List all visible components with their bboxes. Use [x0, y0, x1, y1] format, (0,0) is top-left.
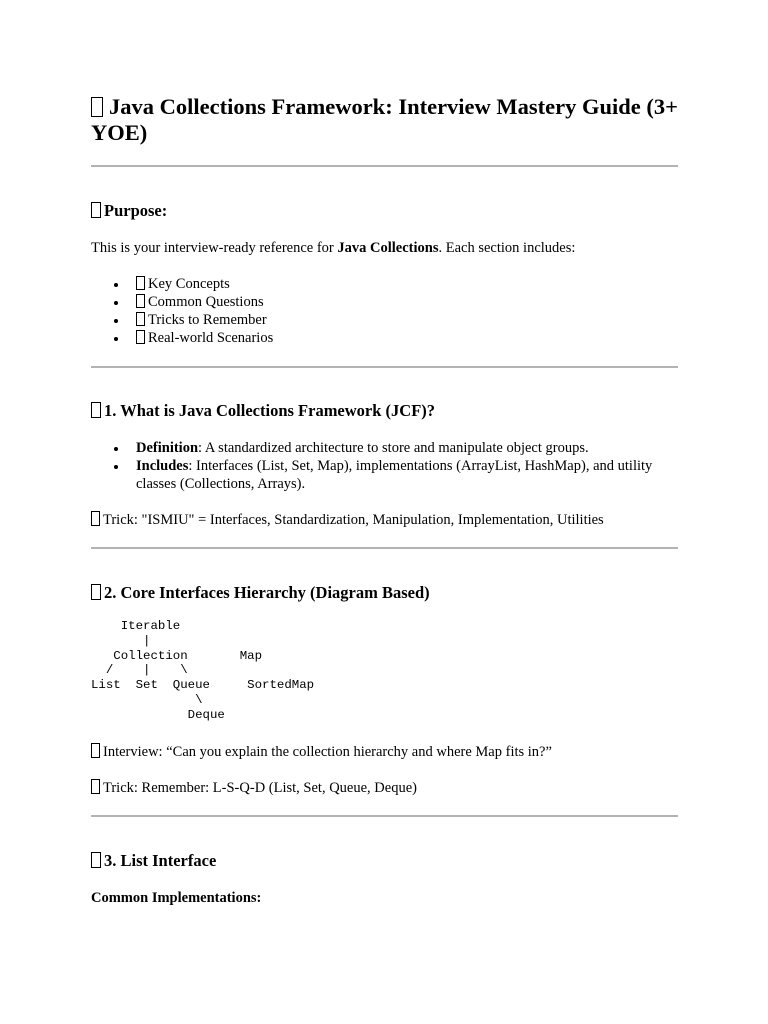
- purpose-list: [91, 275, 678, 347]
- section-2-heading: 2. Core Interfaces Hierarchy (Diagram Based): [91, 583, 430, 603]
- section-2-trick: Trick: Remember: L-S-Q-D (List, Set, Queue, Deque): [91, 779, 678, 797]
- list-item: Includes: Interfaces (List, Set, Map), implementations (ArrayList, HashMap), and utility classes (Collections, Arrays).: [91, 457, 678, 493]
- missing-glyph-icon: [136, 330, 145, 344]
- missing-glyph-icon: [91, 584, 101, 600]
- section-3-subheading: Common Implementations:: [91, 890, 262, 906]
- missing-glyph-icon: [91, 511, 100, 526]
- section-1-trick: Trick: "ISMIU" = Interfaces, Standardization, Manipulation, Implementation, Utilities: [91, 511, 678, 529]
- missing-glyph-icon: [136, 312, 145, 326]
- list-item: Tricks to Remember: [91, 311, 678, 329]
- divider: [91, 547, 678, 549]
- missing-glyph-icon: [91, 97, 103, 117]
- section-1-list: [91, 439, 678, 493]
- divider: [91, 815, 678, 817]
- document-title: [91, 94, 678, 146]
- hierarchy-diagram: Iterable | Collection Map / | \ List Set Queue SortedMap \ Deque: [91, 619, 315, 722]
- divider: [91, 366, 678, 368]
- missing-glyph-icon: [136, 276, 145, 290]
- missing-glyph-icon: [91, 402, 101, 418]
- purpose-intro: This is your interview-ready reference for Java Collections. Each section includes:: [91, 240, 576, 256]
- missing-glyph-icon: [136, 294, 145, 308]
- list-item: Definition: A standardized architecture to store and manipulate object groups.: [91, 439, 678, 457]
- list-item: Real-world Scenarios: [91, 329, 678, 347]
- missing-glyph-icon: [91, 202, 101, 218]
- section-1-heading: 1. What is Java Collections Framework (JCF)?: [91, 401, 435, 421]
- list-item: Key Concepts: [91, 275, 678, 293]
- section-3-heading: 3. List Interface: [91, 851, 216, 871]
- section-2-interview: Interview: “Can you explain the collection hierarchy and where Map fits in?”: [91, 743, 678, 761]
- document-title-text: Java Collections Framework: Interview Mastery Guide (3+ YOE): [91, 94, 678, 145]
- missing-glyph-icon: [91, 743, 100, 758]
- missing-glyph-icon: [91, 852, 101, 868]
- list-item: Common Questions: [91, 293, 678, 311]
- divider: [91, 165, 678, 167]
- purpose-heading: Purpose:: [91, 201, 167, 221]
- missing-glyph-icon: [91, 779, 100, 794]
